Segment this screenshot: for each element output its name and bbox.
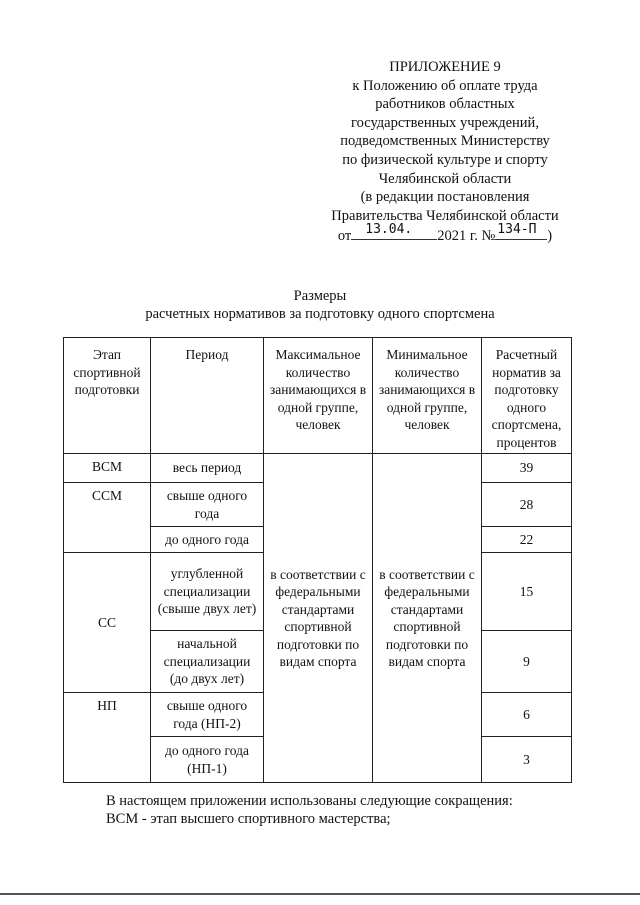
header-min: Минимальное количество занимающихся в одной группе, человек [373,338,482,454]
header-line: (в редакции постановления [360,189,530,206]
resolution-date-line: от 13.04. 2021 г. № 134-П ) [337,222,553,245]
table-subtitle: расчетных нормативов за подготовку одного спортсмена [145,306,495,322]
period-cell: углубленной специализации (свыше двух лет) [151,553,264,631]
header-line: Челябинской области [378,170,512,187]
header-line: к Положению об оплате труда [352,77,538,94]
appendix-title: ПРИЛОЖЕНИЕ 9 [389,59,501,75]
header-max: Максимальное количество занимающихся в одной группе, человек [264,338,373,454]
handwritten-date: 13.04. [365,222,413,238]
norm-value: 6 [482,693,572,737]
footnote-vsm: ВСМ - этап высшего спортивного мастерства; [106,811,391,827]
norm-value: 28 [482,483,572,527]
period-cell: начальной специализации (до двух лет) [151,631,264,693]
date-field [351,222,437,240]
period-cell: весь период [151,454,264,483]
number-field [495,222,547,240]
header-line: государственных учреждений, [351,114,539,131]
header-line: Правительства Челябинской области [331,207,559,224]
header-stage: Этап спортивной подготовки [64,338,151,454]
max-count-cell: в соответствии с федеральными стандартами спортивной подготовки по видам спорта [264,454,373,783]
norms-table [63,337,572,783]
document-header [300,58,590,246]
min-count-cell: в соответствии с федеральными стандартами спортивной подготовки по видам спорта [373,454,482,783]
table-title: Размеры [293,288,347,304]
table-header-row [64,338,572,454]
norm-value: 15 [482,553,572,631]
header-line: по физической культуре и спорту [342,151,548,168]
norm-value: 3 [482,737,572,783]
stage-ss: СС [64,553,151,693]
table-row [64,454,572,483]
header-line: работников областных [375,96,515,113]
stage-np: НП [64,693,151,783]
header-line: подведомственных Министерству [340,133,550,150]
stage-ssm: ССМ [64,483,151,553]
period-cell: свыше одного года [151,483,264,527]
period-cell: свыше одного года (НП-2) [151,693,264,737]
period-cell: до одного года [151,527,264,553]
header-norm: Расчетный норматив за подготовку одного спортсмена, процентов [482,338,572,454]
footnote-intro: В настоящем приложении использованы следующие сокращения: [106,793,513,809]
stage-vsm: ВСМ [64,454,151,483]
page-bottom-divider [0,893,640,895]
period-cell: до одного года (НП-1) [151,737,264,783]
handwritten-number: 134-П [497,222,537,238]
norm-value: 39 [482,454,572,483]
norm-value: 22 [482,527,572,553]
year-text: 2021 г. № [437,228,496,245]
norm-value: 9 [482,631,572,693]
header-period: Период [151,338,264,454]
